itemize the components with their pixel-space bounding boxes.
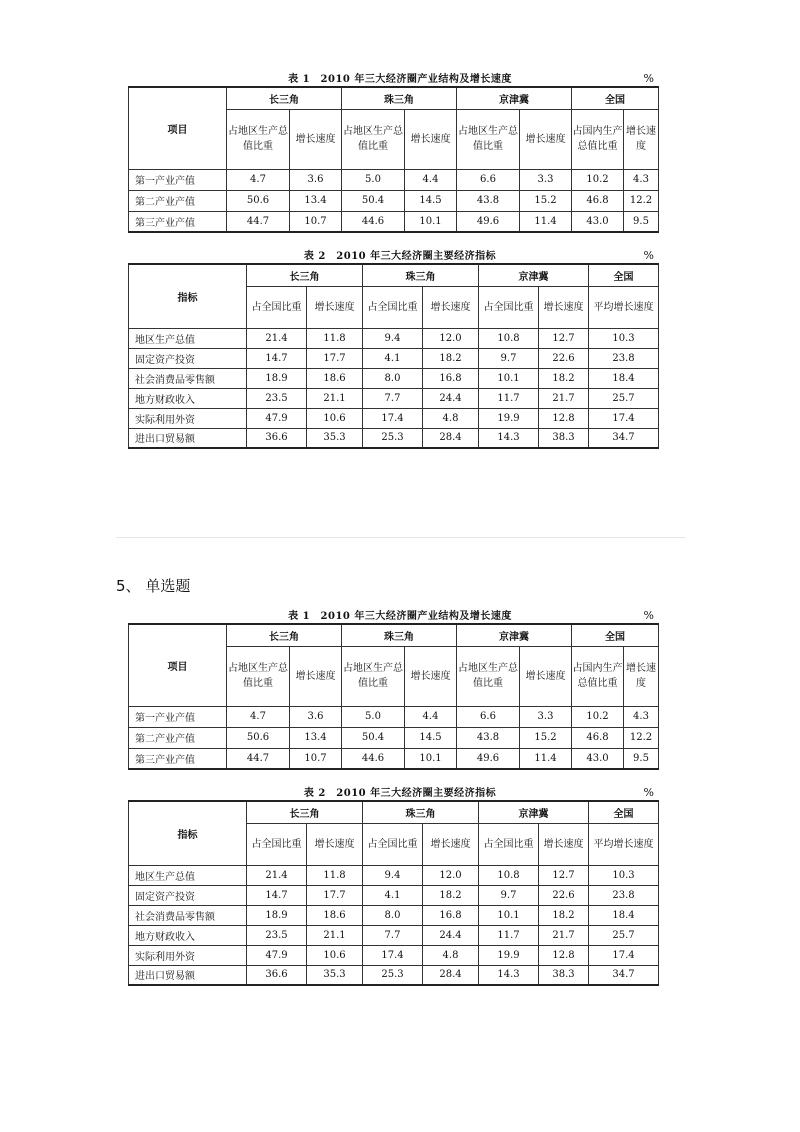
table2-region-header: 珠三角 [363,264,479,286]
table-cell: 44.6 [342,211,405,232]
table-row [129,925,659,945]
table-cell: 14.7 [247,348,307,368]
table-cell: 50.4 [342,727,405,748]
table1-subheader: 占地区生产总值比重 [457,109,520,169]
row-label: 第三产业产值 [129,211,227,232]
table2-title: 表 2 2010 年三大经济圈主要经济指标 [303,788,497,799]
row-label: 地区生产总值 [129,328,247,348]
table-cell: 9.5 [624,211,659,232]
table-cell: 10.2 [572,169,624,190]
table1-subheader: 占地区生产总值比重 [342,646,405,706]
table-cell: 25.3 [363,428,423,448]
table-cell: 3.3 [520,706,572,727]
table-cell: 13.4 [290,190,342,211]
table1-block-first [128,66,672,233]
table2-subheader: 增长速度 [307,823,363,865]
table-cell: 10.6 [307,408,363,428]
table-cell: 3.6 [290,169,342,190]
table-cell: 49.6 [457,211,520,232]
table2 [128,263,659,449]
table-cell: 22.6 [539,348,589,368]
table-row [129,428,659,448]
table-cell: 44.7 [227,211,290,232]
row-label: 第三产业产值 [129,748,227,769]
table1-subheader: 增长速度 [290,109,342,169]
table-cell: 23.5 [247,388,307,408]
table-cell: 14.3 [479,965,539,985]
table-cell: 4.3 [624,169,659,190]
table-cell: 11.8 [307,328,363,348]
table2-item-header: 指标 [129,264,247,328]
table-cell: 10.1 [405,748,457,769]
row-label: 第一产业产值 [129,706,227,727]
table-cell: 3.6 [290,706,342,727]
table-cell: 23.8 [589,348,659,368]
table-cell: 9.4 [363,865,423,885]
table-cell: 22.6 [539,885,589,905]
table-cell: 50.6 [227,190,290,211]
table1-subheader: 增长速度 [520,646,572,706]
table2-subheader: 增长速度 [539,286,589,328]
question-number: 5、 [116,577,141,595]
table-cell: 25.7 [589,925,659,945]
table1 [128,86,659,233]
table-cell: 9.7 [479,885,539,905]
table-cell: 10.3 [589,865,659,885]
table-cell: 38.3 [539,965,589,985]
table-cell: 12.0 [423,865,479,885]
table2-subheader: 占全国比重 [479,823,539,865]
table2-unit: % [643,249,654,262]
table-cell: 44.6 [342,748,405,769]
table2-region-header: 全国 [589,801,659,823]
table-cell: 10.1 [405,211,457,232]
table-cell: 21.4 [247,328,307,348]
table-cell: 12.8 [539,945,589,965]
table2-subheader: 平均增长速度 [589,823,659,865]
table1-subheader: 占国内生产总值比重 [572,646,624,706]
table-cell: 17.7 [307,885,363,905]
table-cell: 10.1 [479,905,539,925]
row-label: 进出口贸易额 [129,965,247,985]
table-cell: 13.4 [290,727,342,748]
table-cell: 12.7 [539,328,589,348]
table2-subheader: 占全国比重 [363,286,423,328]
table-row [129,190,659,211]
table-cell: 9.4 [363,328,423,348]
table-cell: 4.8 [423,945,479,965]
table-cell: 43.0 [572,748,624,769]
table-row [129,211,659,232]
table-row [129,388,659,408]
table1-caption [128,603,672,623]
table2 [128,800,659,986]
table-cell: 10.8 [479,328,539,348]
row-label: 实际利用外资 [129,408,247,428]
table-cell: 12.8 [539,408,589,428]
table1-subheader: 增长速度 [405,109,457,169]
table2-region-header: 京津冀 [479,264,589,286]
table1-unit: % [643,609,654,622]
table-cell: 8.0 [363,905,423,925]
table-cell: 18.9 [247,368,307,388]
table-cell: 9.7 [479,348,539,368]
table2-item-header: 指标 [129,801,247,865]
table-cell: 10.2 [572,706,624,727]
table-cell: 10.7 [290,211,342,232]
table-cell: 18.9 [247,905,307,925]
table-cell: 47.9 [247,408,307,428]
table-cell: 50.6 [227,727,290,748]
table1-caption [128,66,672,86]
table2-region-header: 长三角 [247,264,363,286]
table-row [129,727,659,748]
table2-block-first [128,243,672,449]
table2-subheader: 占全国比重 [247,286,307,328]
table1-region-header: 京津冀 [457,87,572,109]
table-cell: 17.4 [363,408,423,428]
table2-subheader: 占全国比重 [479,286,539,328]
table-row [129,408,659,428]
table-cell: 34.7 [589,428,659,448]
table1-title: 表 1 2010 年三大经济圈产业结构及增长速度 [288,74,512,85]
table-cell: 49.6 [457,748,520,769]
table1-subheader: 增长速度 [624,109,659,169]
table-cell: 12.2 [624,190,659,211]
table-row [129,965,659,985]
table-cell: 11.4 [520,211,572,232]
row-label: 地区生产总值 [129,865,247,885]
row-label: 第一产业产值 [129,169,227,190]
table-cell: 47.9 [247,945,307,965]
section-divider [116,537,686,538]
table-cell: 50.4 [342,190,405,211]
table2-subheader: 增长速度 [423,823,479,865]
table1-subheader: 增长速度 [405,646,457,706]
table-cell: 46.8 [572,190,624,211]
table-cell: 4.4 [405,169,457,190]
table-cell: 18.4 [589,905,659,925]
table1-item-header: 项目 [129,624,227,706]
table2-caption [128,780,672,800]
table2-subheader: 占全国比重 [247,823,307,865]
table-cell: 43.0 [572,211,624,232]
table-row [129,328,659,348]
table-cell: 17.4 [589,408,659,428]
table2-subheader: 占全国比重 [363,823,423,865]
table-cell: 6.6 [457,169,520,190]
table-cell: 9.5 [624,748,659,769]
table-cell: 4.1 [363,348,423,368]
row-label: 进出口贸易额 [129,428,247,448]
table-cell: 11.4 [520,748,572,769]
table-cell: 21.7 [539,925,589,945]
table2-subheader: 平均增长速度 [589,286,659,328]
table-cell: 44.7 [227,748,290,769]
table-row [129,368,659,388]
table-row [129,348,659,368]
table2-region-header: 全国 [589,264,659,286]
table1-block-second [128,603,672,770]
row-label: 第二产业产值 [129,190,227,211]
table-cell: 4.3 [624,706,659,727]
table-cell: 4.1 [363,885,423,905]
table-cell: 18.6 [307,368,363,388]
table1-unit: % [643,72,654,85]
table-cell: 21.7 [539,388,589,408]
row-label: 社会消费品零售额 [129,905,247,925]
table-cell: 43.8 [457,727,520,748]
table-cell: 24.4 [423,388,479,408]
table-row [129,748,659,769]
table-cell: 21.4 [247,865,307,885]
table-cell: 34.7 [589,965,659,985]
table-cell: 5.0 [342,706,405,727]
table-cell: 11.7 [479,925,539,945]
table1-region-header: 京津冀 [457,624,572,646]
table-cell: 18.6 [307,905,363,925]
table-cell: 10.7 [290,748,342,769]
table-row [129,945,659,965]
table-cell: 7.7 [363,925,423,945]
table-cell: 36.6 [247,428,307,448]
table-cell: 21.1 [307,388,363,408]
question-label [116,575,190,596]
table-cell: 18.4 [589,368,659,388]
table-cell: 10.1 [479,368,539,388]
table-cell: 8.0 [363,368,423,388]
table2-unit: % [643,786,654,799]
table-cell: 16.8 [423,905,479,925]
table-cell: 35.3 [307,965,363,985]
table-row [129,905,659,925]
table2-region-header: 珠三角 [363,801,479,823]
table1-region-header: 长三角 [227,87,342,109]
table-cell: 35.3 [307,428,363,448]
table-cell: 4.7 [227,706,290,727]
table1-region-header: 全国 [572,624,659,646]
table2-region-header: 长三角 [247,801,363,823]
table-row [129,885,659,905]
table-cell: 18.2 [423,885,479,905]
table-cell: 4.4 [405,706,457,727]
table-row [129,706,659,727]
table-cell: 28.4 [423,965,479,985]
table-cell: 25.7 [589,388,659,408]
table-cell: 3.3 [520,169,572,190]
table-cell: 21.1 [307,925,363,945]
table-cell: 14.3 [479,428,539,448]
table1-region-header: 珠三角 [342,624,457,646]
table-cell: 4.7 [227,169,290,190]
row-label: 固定资产投资 [129,348,247,368]
table1-subheader: 增长速度 [624,646,659,706]
table1-subheader: 占地区生产总值比重 [227,109,290,169]
table-cell: 10.6 [307,945,363,965]
table1-region-header: 珠三角 [342,87,457,109]
table2-subheader: 增长速度 [307,286,363,328]
table-cell: 23.5 [247,925,307,945]
table-cell: 38.3 [539,428,589,448]
table-cell: 43.8 [457,190,520,211]
table2-block-second [128,780,672,986]
table-cell: 7.7 [363,388,423,408]
table-cell: 17.4 [589,945,659,965]
row-label: 实际利用外资 [129,945,247,965]
table-cell: 36.6 [247,965,307,985]
table2-caption [128,243,672,263]
table2-title: 表 2 2010 年三大经济圈主要经济指标 [303,251,497,262]
table1-subheader: 占国内生产总值比重 [572,109,624,169]
question-type: 单选题 [145,577,191,595]
table-cell: 46.8 [572,727,624,748]
table-cell: 18.2 [539,368,589,388]
table-cell: 15.2 [520,727,572,748]
table2-subheader: 增长速度 [423,286,479,328]
table-cell: 5.0 [342,169,405,190]
table-cell: 10.3 [589,328,659,348]
table1-title: 表 1 2010 年三大经济圈产业结构及增长速度 [288,611,512,622]
table-cell: 15.2 [520,190,572,211]
row-label: 地方财政收入 [129,925,247,945]
table-cell: 16.8 [423,368,479,388]
table-cell: 6.6 [457,706,520,727]
table2-region-header: 京津冀 [479,801,589,823]
table1-subheader: 占地区生产总值比重 [227,646,290,706]
table-cell: 18.2 [423,348,479,368]
table-cell: 18.2 [539,905,589,925]
table-row [129,169,659,190]
table1-region-header: 长三角 [227,624,342,646]
table-cell: 19.9 [479,408,539,428]
table1-region-header: 全国 [572,87,659,109]
table-cell: 28.4 [423,428,479,448]
table-cell: 12.2 [624,727,659,748]
table-cell: 19.9 [479,945,539,965]
table1-subheader: 占地区生产总值比重 [457,646,520,706]
table-row [129,865,659,885]
table-cell: 14.5 [405,727,457,748]
table1-subheader: 增长速度 [290,646,342,706]
row-label: 社会消费品零售额 [129,368,247,388]
table-cell: 4.8 [423,408,479,428]
table-cell: 25.3 [363,965,423,985]
table-cell: 17.7 [307,348,363,368]
table-cell: 11.8 [307,865,363,885]
table-cell: 12.7 [539,865,589,885]
table1-subheader: 增长速度 [520,109,572,169]
row-label: 第二产业产值 [129,727,227,748]
table1-subheader: 占地区生产总值比重 [342,109,405,169]
row-label: 固定资产投资 [129,885,247,905]
table-cell: 17.4 [363,945,423,965]
table1-item-header: 项目 [129,87,227,169]
table-cell: 24.4 [423,925,479,945]
table-cell: 14.7 [247,885,307,905]
table1 [128,623,659,770]
table-cell: 10.8 [479,865,539,885]
table-cell: 14.5 [405,190,457,211]
row-label: 地方财政收入 [129,388,247,408]
table-cell: 12.0 [423,328,479,348]
table-cell: 23.8 [589,885,659,905]
table-cell: 11.7 [479,388,539,408]
table2-subheader: 增长速度 [539,823,589,865]
